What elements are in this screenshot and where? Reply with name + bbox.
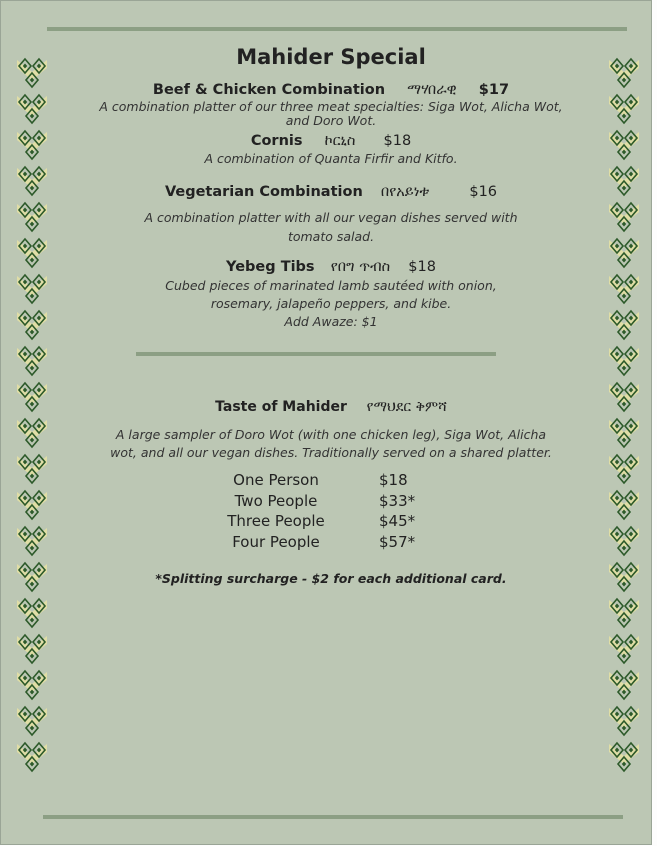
- item-description: and Doro Wot.: [285, 113, 377, 128]
- border-motif: [609, 599, 639, 627]
- price-row-label: One Person: [233, 471, 319, 489]
- price-row-price: $45*: [379, 512, 416, 530]
- border-motif: [17, 347, 47, 375]
- border-motif: [609, 527, 639, 555]
- item-name: Vegetarian Combination: [164, 184, 363, 200]
- taste-description: A large sampler of Doro Wot (with one chicken leg), Siga Wot, Alicha: [115, 427, 547, 442]
- taste-amharic-name: የማህደር ቅምሻ: [366, 399, 447, 415]
- taste-name: Taste of Mahider: [215, 399, 347, 415]
- border-motif: [609, 491, 639, 519]
- top-rule: [47, 27, 627, 31]
- price-row-price: $33*: [379, 492, 416, 510]
- price-row-label: Three People: [227, 512, 325, 530]
- item-amharic-name: የበግ ጥብስ: [330, 259, 391, 275]
- border-motif: [17, 707, 47, 735]
- border-motif: [17, 491, 47, 519]
- taste-title: [1, 399, 657, 415]
- border-motif: [17, 635, 47, 663]
- border-motif: [17, 599, 47, 627]
- border-motif: [17, 671, 47, 699]
- item-description: A combination platter with all our vegan dishes served with: [144, 210, 518, 225]
- item-description: A combination of Quanta Firfir and Kitfo.: [204, 151, 458, 166]
- border-motif: [17, 527, 47, 555]
- menu-item-title: [1, 259, 657, 275]
- item-price: $18: [383, 133, 412, 149]
- item-amharic-name: ኮርኒስ: [324, 133, 356, 149]
- item-price: $18: [408, 259, 436, 275]
- price-row-price: $57*: [379, 533, 416, 551]
- menu-title: Mahider Special: [236, 45, 426, 69]
- border-motif: [609, 671, 639, 699]
- surcharge-note: *Splitting surcharge - $2 for each additional card.: [155, 571, 507, 586]
- item-description: Cubed pieces of marinated lamb sautéed with onion,: [165, 278, 497, 293]
- item-name: Cornis: [250, 133, 303, 149]
- section-divider: [136, 352, 496, 356]
- item-amharic-name: በየአይነቱ: [380, 184, 430, 200]
- border-motif: [609, 743, 639, 771]
- item-amharic-name: ማሃበራዊ: [407, 82, 457, 98]
- item-description: Add Awaze: $1: [284, 314, 378, 329]
- price-row-price: $18: [379, 471, 408, 489]
- border-motif: [609, 347, 639, 375]
- border-motif: [609, 635, 639, 663]
- border-motif: [17, 743, 47, 771]
- taste-description: wot, and all our vegan dishes. Traditionally served on a shared platter.: [110, 445, 552, 460]
- item-price: $17: [478, 82, 510, 98]
- menu-item-title: [1, 184, 657, 200]
- item-description: tomato salad.: [287, 229, 375, 244]
- price-row-label: Two People: [234, 492, 318, 510]
- item-name: Beef & Chicken Combination: [152, 82, 386, 98]
- menu-item-title: [1, 133, 657, 149]
- item-price: $16: [469, 184, 498, 200]
- item-description: A combination platter of our three meat specialties: Siga Wot, Alicha Wot,: [99, 99, 563, 114]
- bottom-rule: [43, 815, 623, 819]
- item-description: rosemary, jalapeño peppers, and kibe.: [210, 296, 452, 311]
- price-row-label: Four People: [232, 533, 320, 551]
- menu-item-title: [1, 82, 657, 98]
- item-name: Yebeg Tibs: [226, 259, 315, 275]
- border-motif: [609, 707, 639, 735]
